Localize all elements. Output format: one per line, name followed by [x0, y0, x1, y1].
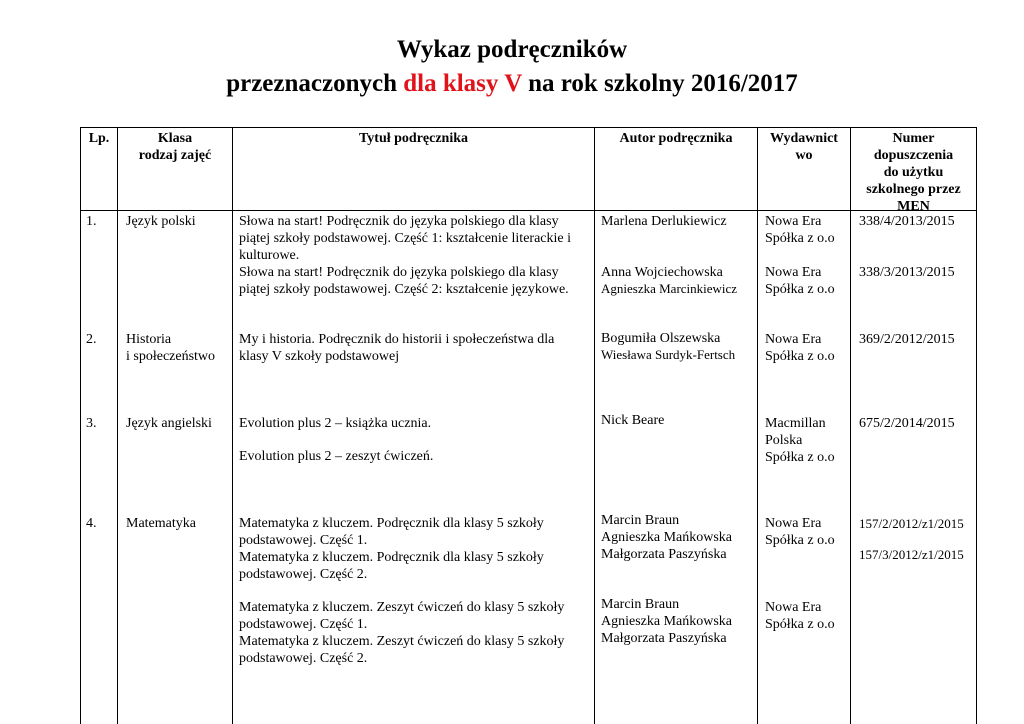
row-author: Marlena Derlukiewicz [601, 214, 727, 229]
title-line: Matematyka z kluczem. Zeszyt ćwiczeń do klasy 5 szkoły [239, 634, 565, 649]
row-title [239, 213, 591, 298]
publisher-line: Spółka z o.o [765, 231, 835, 246]
publisher-line: Nowa Era [765, 214, 822, 229]
row-author: Wiesława Surdyk-Fertsch [601, 347, 736, 362]
author-line: Marcin Braun [601, 513, 680, 528]
table-border-left [80, 127, 81, 724]
title-line: Matematyka z kluczem. Podręcznik dla klasy 5 szkoły [239, 516, 544, 531]
row-author: Nick Beare [601, 413, 665, 428]
row-subject: Matematyka [126, 516, 196, 531]
row-publisher [765, 264, 835, 298]
author-line: Małgorzata Paszyńska [601, 547, 727, 562]
row-publisher [765, 331, 835, 365]
title-line-2-start: przeznaczonych [226, 70, 404, 97]
author-line: Małgorzata Paszyńska [601, 631, 727, 646]
header-number-line: szkolnego przez [866, 182, 961, 197]
title-line: Matematyka z kluczem. Podręcznik dla klasy 5 szkoły [239, 550, 544, 565]
publisher-line: Spółka z o.o [765, 349, 835, 364]
header-lp: Lp. [88, 131, 110, 146]
row-author [601, 596, 732, 647]
header-number-line: dopuszczenia [873, 148, 954, 163]
header-publisher-line: wo [795, 148, 813, 163]
row-publisher [765, 213, 835, 247]
row-author [601, 512, 732, 563]
title-line: Słowa na start! Podręcznik do języka polskiego dla klasy [239, 214, 559, 229]
column-divider [594, 127, 595, 724]
header-publisher [758, 130, 850, 164]
column-divider [232, 127, 233, 724]
table-border-top [80, 127, 977, 128]
title-line-1: Wykaz podręczników [396, 36, 628, 63]
subject-line: i społeczeństwo [126, 349, 216, 364]
row-author: Agnieszka Marcinkiewicz [601, 281, 738, 296]
row-publisher [765, 515, 835, 549]
title-line: podstawowej. Część 2. [239, 567, 368, 582]
row-author: Bogumiła Olszewska [601, 331, 721, 346]
title-line: Słowa na start! Podręcznik do języka polskiego dla klasy [239, 265, 559, 280]
header-number-line: MEN [897, 199, 930, 214]
publisher-line: Spółka z o.o [765, 450, 835, 465]
publisher-line: Polska [765, 433, 803, 448]
header-title: Tytuł podręcznika [358, 131, 469, 146]
row-title: Evolution plus 2 – zeszyt ćwiczeń. [239, 449, 434, 464]
header-divider [80, 210, 977, 211]
title-line-2-end: na rok szkolny 2016/2017 [521, 70, 798, 97]
publisher-line: Spółka z o.o [765, 282, 835, 297]
row-publisher [765, 599, 835, 633]
header-approval-number [851, 130, 976, 215]
row-approval-number: 369/2/2012/2015 [859, 332, 955, 347]
title-line: podstawowej. Część 1. [239, 617, 368, 632]
row-title [239, 331, 591, 365]
row-subject: Język angielski [126, 416, 212, 431]
author-line: Marcin Braun [601, 597, 680, 612]
title-line: piątej szkoły podstawowej. Część 1: kształcenie literackie i [239, 231, 571, 246]
header-number-line: do użytku [883, 165, 944, 180]
title-line: klasy V szkoły podstawowej [239, 349, 400, 364]
column-divider [757, 127, 758, 724]
publisher-line: Nowa Era [765, 332, 822, 347]
publisher-line: Macmillan [765, 416, 826, 431]
table-border-right [976, 127, 977, 724]
row-approval-number: 157/2/2012/z1/2015 [859, 516, 964, 531]
row-subject [126, 331, 215, 365]
header-author: Autor podręcznika [619, 131, 733, 146]
title-line: Matematyka z kluczem. Zeszyt ćwiczeń do klasy 5 szkoły [239, 600, 565, 615]
row-subject: Język polski [126, 214, 196, 229]
row-approval-number: 338/4/2013/2015 [859, 214, 955, 229]
row-title [239, 599, 591, 667]
subject-line: Historia [126, 332, 172, 347]
publisher-line: Spółka z o.o [765, 617, 835, 632]
row-number: 3. [86, 416, 97, 431]
header-class [118, 130, 232, 164]
title-class-highlight: dla klasy V [403, 70, 522, 97]
title-line: kulturowe. [239, 248, 300, 263]
row-approval-number: 338/3/2013/2015 [859, 265, 955, 280]
title-line: podstawowej. Część 1. [239, 533, 368, 548]
row-publisher [765, 415, 835, 466]
header-class-line: Klasa [157, 131, 193, 146]
row-title: Evolution plus 2 – książka ucznia. [239, 416, 432, 431]
author-line: Agnieszka Mańkowska [601, 614, 733, 629]
row-title [239, 515, 591, 583]
publisher-line: Spółka z o.o [765, 533, 835, 548]
publisher-line: Nowa Era [765, 600, 822, 615]
row-approval-number: 157/3/2012/z1/2015 [859, 547, 964, 562]
header-number-line: Numer [892, 131, 935, 146]
header-publisher-line: Wydawnict [770, 131, 838, 146]
row-number: 2. [86, 332, 97, 347]
column-divider [850, 127, 851, 724]
title-line-2 [0, 68, 1024, 100]
title-line: piątej szkoły podstawowej. Część 2: kształcenie językowe. [239, 282, 569, 297]
row-number: 4. [86, 516, 97, 531]
row-number: 1. [86, 214, 97, 229]
title-line: My i historia. Podręcznik do historii i społeczeństwa dla [239, 332, 555, 347]
header-class-type: rodzaj zajęć [138, 148, 212, 163]
column-divider [117, 127, 118, 724]
publisher-line: Nowa Era [765, 265, 822, 280]
author-line: Agnieszka Mańkowska [601, 530, 733, 545]
row-approval-number: 675/2/2014/2015 [859, 416, 955, 431]
title-line: podstawowej. Część 2. [239, 651, 368, 666]
row-author: Anna Wojciechowska [601, 265, 723, 280]
publisher-line: Nowa Era [765, 516, 822, 531]
